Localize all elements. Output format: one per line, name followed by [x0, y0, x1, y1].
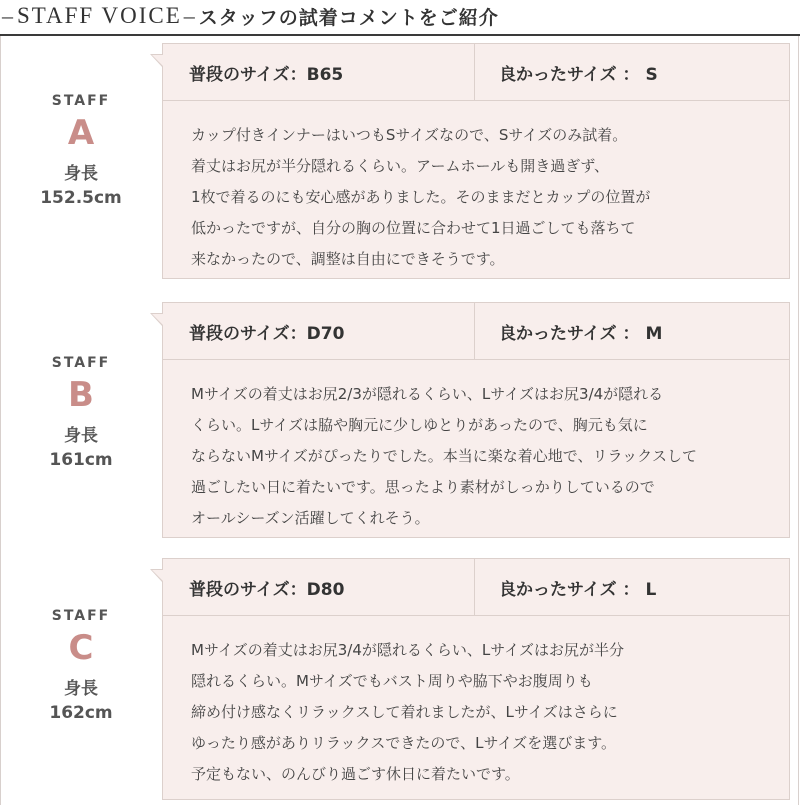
staff-letter: B — [68, 375, 94, 415]
height-label: 身長 — [64, 679, 98, 699]
comment-line: ならないMサイズがぴったりでした。本当に楽な着心地で、リラックスして — [191, 447, 697, 465]
comment-line: カップ付きインナーはいつもSサイズなので、Sサイズのみ試着。 — [191, 126, 628, 144]
comment-line: 低かったですが、自分の胸の位置に合わせて1日過ごしても落ちて — [191, 219, 636, 237]
header-title-en: STAFF VOICE — [17, 3, 182, 28]
staff-a-label — [1, 93, 161, 208]
comment-line: 1枚で着るのにも安心感がありました。そのままだとカップの位置が — [191, 188, 651, 206]
comment-line: Mサイズの着丈はお尻3/4が隠れるくらい、Lサイズはお尻が半分 — [191, 641, 625, 659]
height-value: 161cm — [49, 450, 113, 470]
staff-c-label — [1, 608, 161, 723]
height-value: 162cm — [49, 703, 113, 723]
comment-line: 隠れるくらい。Mサイズでもバスト周りや脇下やお腹周りも — [191, 672, 593, 690]
section-header — [0, 0, 800, 32]
usual-size: 普段のサイズ：D80 — [163, 559, 475, 615]
comment-line: Mサイズの着丈はお尻2/3が隠れるくらい、Lサイズはお尻3/4が隠れる — [191, 385, 664, 403]
staff-comment — [163, 360, 789, 534]
comment-line: 着丈はお尻が半分隠れるくらい。アームホールも開き過ぎず、 — [191, 157, 610, 175]
size-row — [163, 303, 789, 360]
comment-line: 来なかったので、調整は自由にできそうです。 — [191, 250, 505, 268]
staff-voice-panel — [0, 36, 799, 805]
header-dash-mid: – — [183, 3, 195, 28]
staff-comment — [163, 101, 789, 275]
staff-a-card — [162, 43, 790, 279]
height-value: 152.5cm — [40, 188, 122, 208]
good-size: 良かったサイズ ： M — [499, 323, 663, 344]
usual-size: 普段のサイズ：B65 — [163, 44, 475, 100]
staff-comment — [163, 616, 789, 790]
comment-line: オールシーズン活躍してくれそう。 — [191, 509, 430, 527]
size-row — [163, 44, 789, 101]
staff-word: STAFF — [51, 93, 111, 109]
comment-line: 締め付け感なくリラックスして着れましたが、Lサイズはさらに — [191, 703, 618, 721]
header-dash-left: – — [2, 3, 13, 28]
header-title-jp: スタッフの試着コメントをご紹介 — [198, 6, 499, 29]
good-size: 良かったサイズ ： S — [499, 64, 658, 85]
height-label: 身長 — [64, 426, 98, 446]
staff-word: STAFF — [51, 355, 111, 371]
comment-line: 予定もない、のんびり過ごす休日に着たいです。 — [191, 765, 520, 783]
staff-word: STAFF — [51, 608, 111, 624]
size-row — [163, 559, 789, 616]
comment-line: 過ごしたい日に着たいです。思ったより素材がしっかりしているので — [191, 478, 655, 496]
usual-size: 普段のサイズ：D70 — [163, 303, 475, 359]
staff-c-card — [162, 558, 790, 800]
staff-b-label — [1, 355, 161, 470]
staff-letter: C — [68, 628, 94, 668]
height-label: 身長 — [64, 164, 98, 184]
comment-line: ゆったり感がありリラックスできたので、Lサイズを選びます。 — [191, 734, 617, 752]
staff-b-card — [162, 302, 790, 538]
comment-line: くらい。Lサイズは脇や胸元に少しゆとりがあったので、胸元も気に — [191, 416, 648, 434]
good-size: 良かったサイズ ： L — [499, 579, 657, 600]
staff-letter: A — [67, 113, 95, 153]
